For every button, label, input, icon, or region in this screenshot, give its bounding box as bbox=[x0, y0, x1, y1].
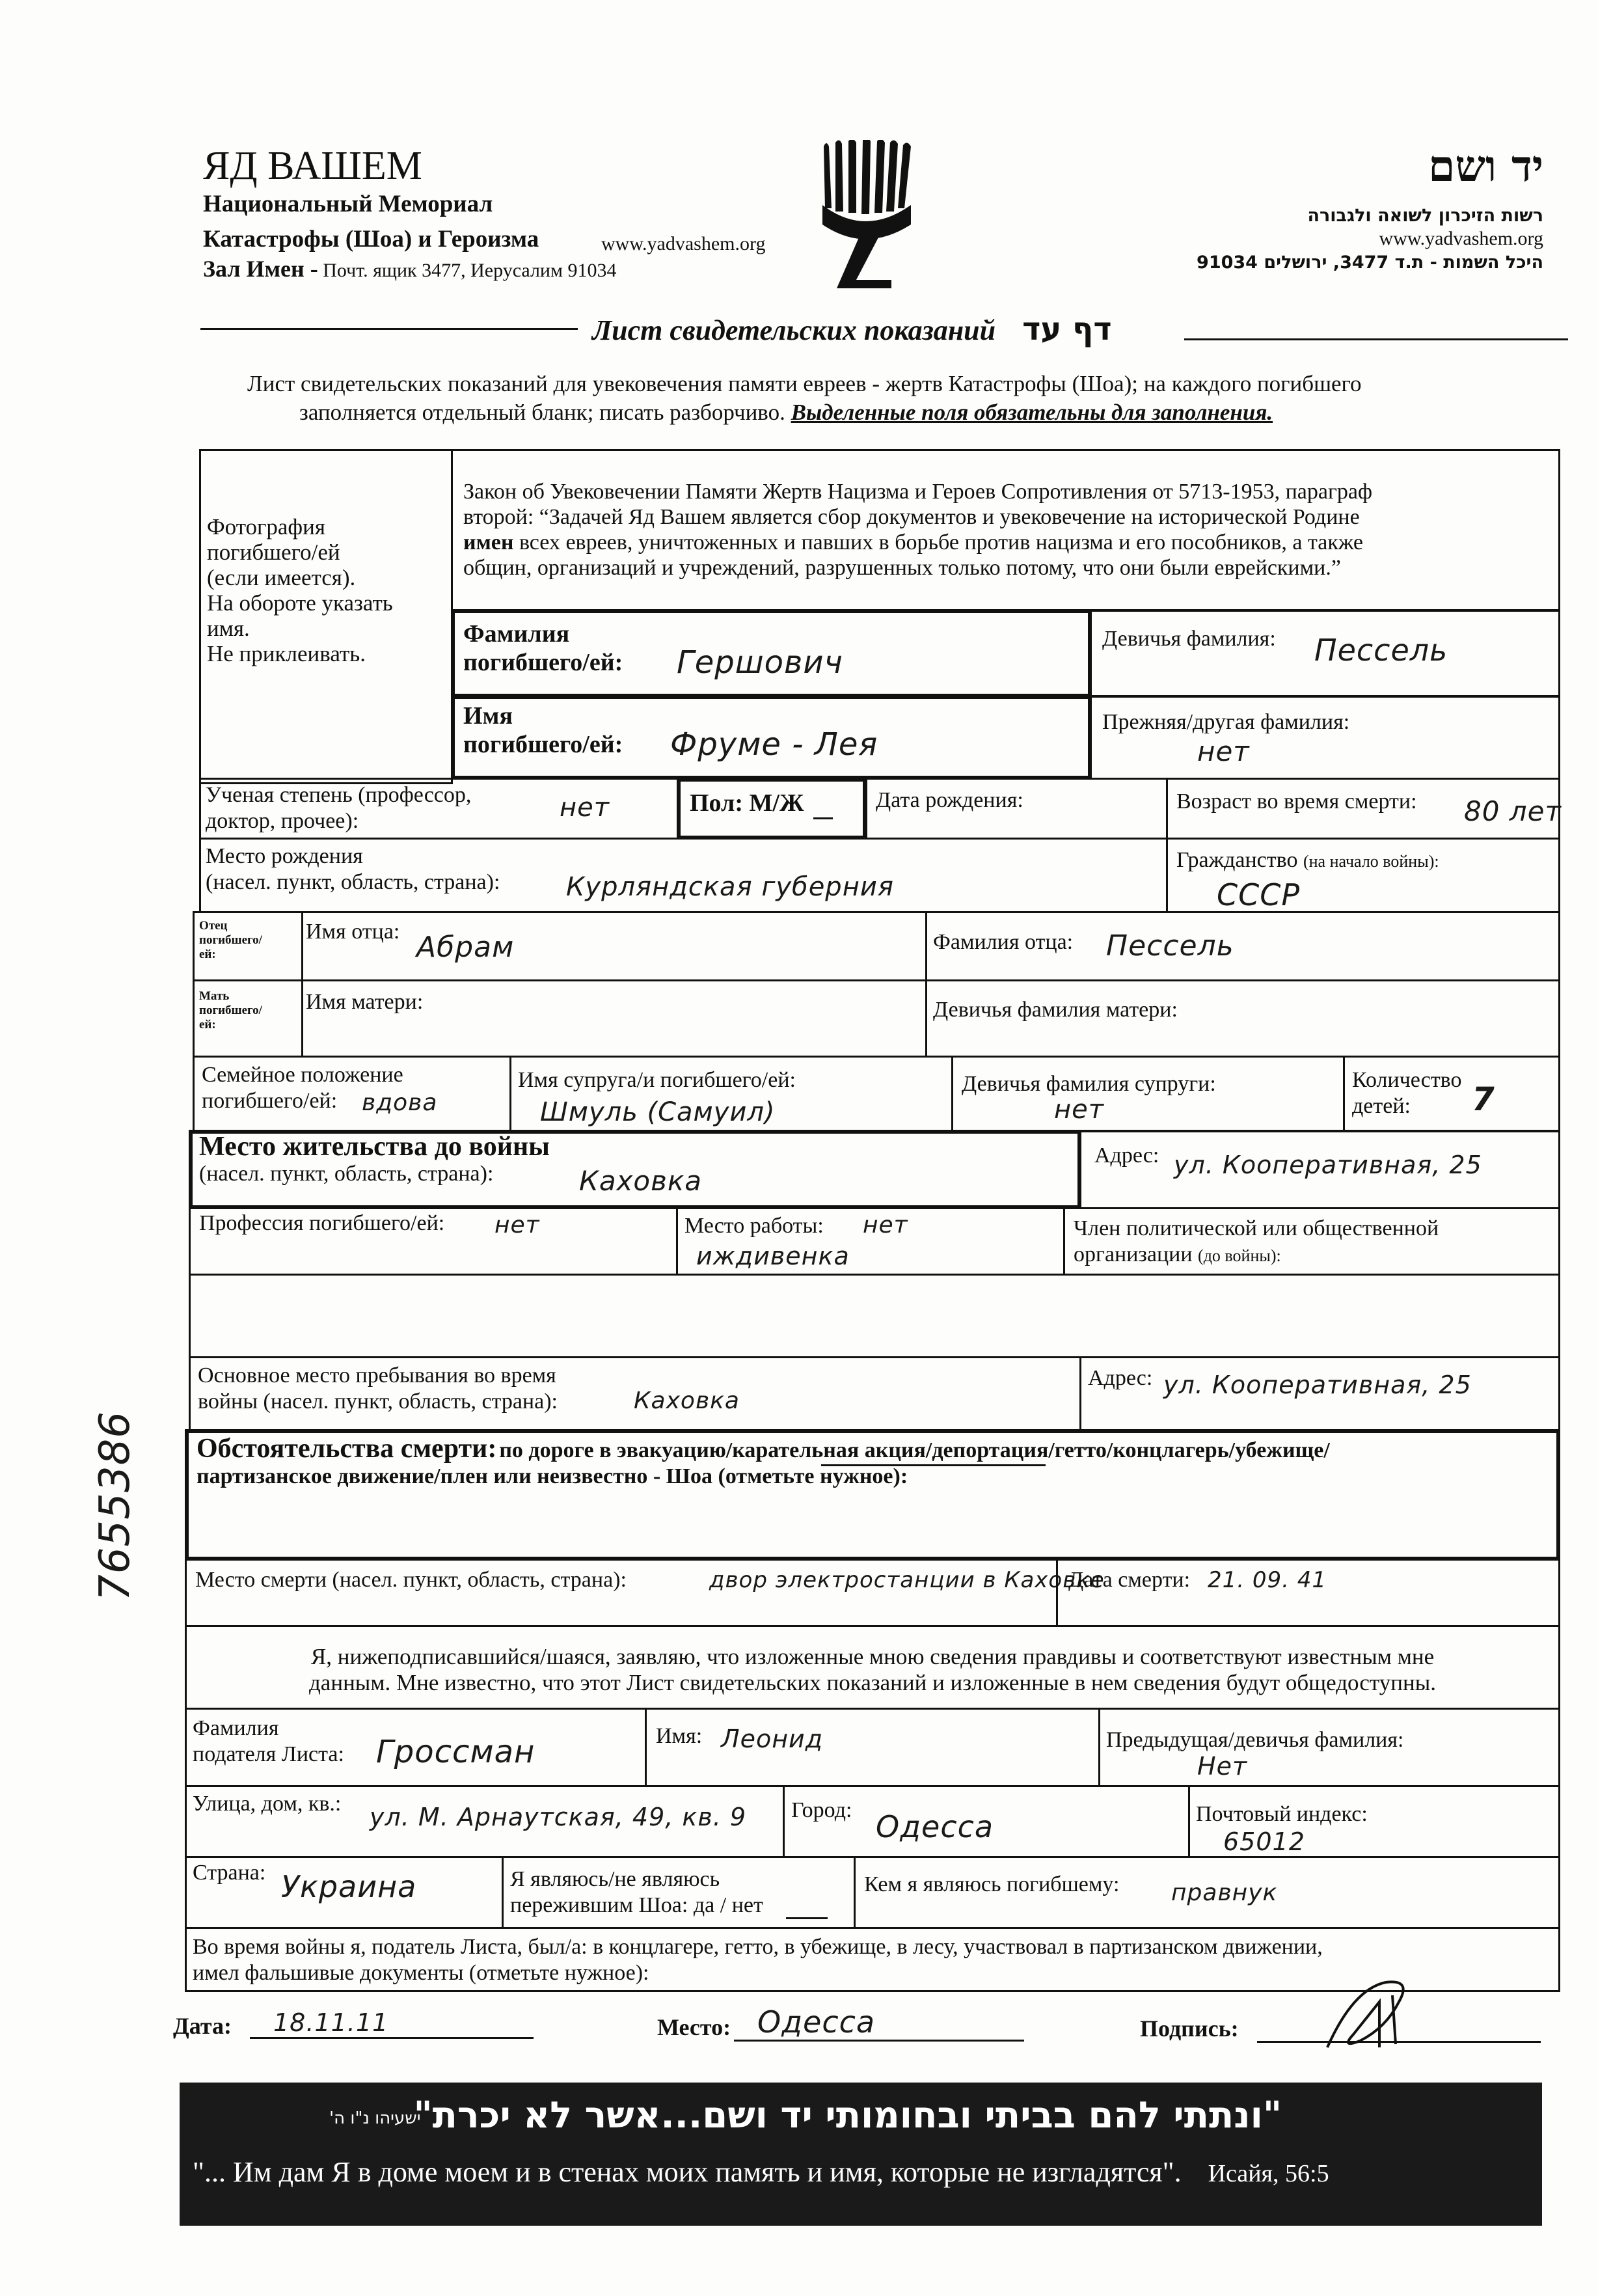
place-label: Место: bbox=[657, 2014, 731, 2040]
marital-value[interactable]: вдова bbox=[362, 1089, 438, 1116]
wartime-address-label: Адрес: bbox=[1088, 1366, 1153, 1390]
law-names: имен bbox=[463, 530, 514, 554]
submitter-surname-label2: подателя Листа: bbox=[193, 1742, 344, 1766]
victim-surname-value[interactable]: Гершович bbox=[677, 644, 843, 681]
member-label bbox=[1074, 1216, 1439, 1268]
yad-vashem-logo bbox=[820, 140, 917, 290]
hall-he: היכל השמות - ת.ד 3477, ירושלים 91034 bbox=[1197, 253, 1543, 273]
victim-maiden-value[interactable]: Пессель bbox=[1314, 633, 1448, 668]
place-value[interactable]: Одесса bbox=[757, 2004, 876, 2040]
country-label: Страна: bbox=[193, 1861, 266, 1885]
death-date-label: Дата смерти: bbox=[1068, 1568, 1191, 1592]
death-place-label: Место смерти (насел. пункт, область, страна): bbox=[195, 1568, 627, 1592]
father-side2: погибшего/ bbox=[199, 933, 262, 947]
relation-value[interactable]: правнук bbox=[1171, 1879, 1278, 1906]
spouse-label: Имя супруга/и погибшего/ей: bbox=[518, 1068, 796, 1092]
victim-name-label2: погибшего/ей: bbox=[463, 731, 623, 758]
father-side3: ей: bbox=[199, 948, 216, 961]
member-label1: Член политической или общественной bbox=[1074, 1216, 1439, 1240]
spouse-value[interactable]: Шмуль (Самуил) bbox=[540, 1097, 776, 1127]
city-label: Город: bbox=[791, 1798, 852, 1822]
work-label: Место работы: bbox=[684, 1214, 824, 1238]
age-value[interactable]: 80 лет bbox=[1464, 795, 1562, 827]
footer-hebrew-ref: ישעיהו נ"ו ה' bbox=[329, 2109, 421, 2128]
website-ru[interactable]: www.yadvashem.org bbox=[601, 233, 766, 254]
intro-mandatory: Выделенные поля обязательны для заполнения. bbox=[791, 400, 1273, 425]
signature-label: Подпись: bbox=[1140, 2016, 1239, 2042]
residence-label bbox=[199, 1132, 550, 1187]
wartime-label bbox=[198, 1363, 558, 1415]
org-line1-he: רשות הזיכרון לשואה ולגבורה bbox=[1307, 206, 1543, 226]
mother-maiden-label: Девичья фамилия матери: bbox=[933, 998, 1178, 1022]
birthplace-label1: Место рождения bbox=[206, 844, 363, 868]
victim-name-label bbox=[463, 702, 623, 759]
mother-side2: погибшего/ bbox=[199, 1004, 262, 1017]
country-value[interactable]: Украина bbox=[281, 1869, 417, 1904]
form-title bbox=[592, 311, 1112, 348]
father-side-label bbox=[199, 919, 262, 962]
work-value2[interactable]: иждивенка bbox=[696, 1242, 850, 1270]
photo-line3: (если имеется). bbox=[207, 565, 356, 590]
residence-value[interactable]: Каховка bbox=[579, 1165, 702, 1197]
law-line1: Закон об Увековечении Памяти Жертв Нацизма и Героев Сопротивления от 5713-1953, параграф bbox=[463, 480, 1373, 504]
birthplace-value[interactable]: Курляндская губерния bbox=[566, 872, 894, 902]
photo-line5: имя. bbox=[207, 616, 250, 641]
circumstances-options2[interactable]: партизанское движение/плен или неизвестно - Шоа (отметьте нужное): bbox=[196, 1464, 908, 1488]
footer-hebrew-quote: "ונתתי להם בביתי ובחומותי יד ושם...אשר לא יכרת" bbox=[413, 2094, 1282, 2137]
submitter-surname-label bbox=[193, 1715, 344, 1768]
children-label2: детей: bbox=[1352, 1094, 1411, 1118]
children-label bbox=[1352, 1067, 1462, 1119]
citizenship-note: (на начало войны): bbox=[1303, 852, 1439, 871]
submitter-name-value[interactable]: Леонид bbox=[721, 1725, 824, 1753]
member-label2-main: организации bbox=[1074, 1242, 1193, 1266]
submitter-name-cell[interactable] bbox=[645, 1708, 1100, 1787]
spouse-maiden-value[interactable]: нет bbox=[1054, 1095, 1105, 1125]
intro-line2: заполняется отдельный бланк; писать разборчиво. bbox=[299, 400, 785, 425]
submitter-surname-label1: Фамилия bbox=[193, 1716, 279, 1740]
zip-value[interactable]: 65012 bbox=[1223, 1827, 1305, 1856]
submitter-surname-value[interactable]: Гроссман bbox=[376, 1734, 535, 1770]
degree-value[interactable]: нет bbox=[560, 793, 610, 823]
blank-row[interactable] bbox=[189, 1274, 1560, 1358]
degree-label bbox=[206, 782, 471, 834]
form-title-he: דף עד bbox=[1022, 311, 1112, 348]
degree-label1: Ученая степень (профессор, bbox=[206, 783, 472, 807]
children-value[interactable]: 7 bbox=[1472, 1080, 1495, 1118]
circumstances-text bbox=[196, 1433, 1330, 1489]
survivor-selected-underline bbox=[786, 1917, 828, 1919]
member-note: (до войны): bbox=[1198, 1246, 1281, 1265]
wartime-value[interactable]: Каховка bbox=[634, 1387, 740, 1414]
org-title-ru: ЯД ВАШЕМ bbox=[203, 144, 422, 188]
declaration-text bbox=[193, 1644, 1552, 1696]
victim-prev-cell[interactable] bbox=[1090, 695, 1560, 780]
victim-surname-label bbox=[463, 620, 623, 677]
org-line2-ru: Катастрофы (Шоа) и Героизма bbox=[203, 226, 539, 253]
sex-selected-underline bbox=[813, 817, 833, 819]
residence-address-label: Адрес: bbox=[1094, 1143, 1159, 1168]
law-line3-rest: всех евреев, уничтоженных и павших в борьбе против нацизма и его пособников, а также bbox=[519, 530, 1363, 554]
marital-label2: погибшего/ей: bbox=[202, 1089, 338, 1113]
circumstances-options1[interactable]: по дороге в эвакуацию/карательная акция/депортация/гетто/концлагерь/убежище/ bbox=[499, 1438, 1330, 1462]
footer-banner bbox=[180, 2083, 1542, 2226]
photo-line6: Не приклеивать. bbox=[207, 641, 366, 666]
father-side1: Отец bbox=[199, 919, 228, 933]
photo-line1: Фотография bbox=[207, 514, 325, 540]
hall-line-ru bbox=[203, 255, 616, 282]
member-label2 bbox=[1074, 1242, 1439, 1268]
date-line bbox=[250, 2037, 534, 2039]
residence-address-value[interactable]: ул. Кооперативная, 25 bbox=[1174, 1151, 1482, 1179]
law-text bbox=[463, 479, 1372, 581]
birthplace-label bbox=[206, 843, 500, 895]
survivor-options[interactable]: да / нет bbox=[693, 1893, 763, 1917]
age-label: Возраст во время смерти: bbox=[1176, 789, 1417, 813]
zip-label: Почтовый индекс: bbox=[1196, 1802, 1368, 1826]
citizenship-value[interactable]: СССР bbox=[1217, 877, 1301, 912]
sex-label[interactable]: Пол: М/Ж bbox=[690, 789, 804, 817]
war-status-line2: имел фальшивые документы (отметьте нужное): bbox=[193, 1961, 649, 1985]
declaration-line2: данным. Мне известно, что этот Лист свидетельских показаний и изложенные в нем сведения будут общедоступны. bbox=[309, 1670, 1436, 1695]
signature-image[interactable] bbox=[1314, 1976, 1431, 2054]
survivor-label1: Я являюсь/не являюсь bbox=[510, 1867, 720, 1891]
intro-line1: Лист свидетельских показаний для увековечения памяти евреев - жертв Катастрофы (Шоа); на каждого погибшего bbox=[247, 371, 1362, 396]
victim-name-label1: Имя bbox=[463, 702, 513, 730]
circumstances-selected-underline bbox=[821, 1464, 1046, 1466]
dob-label: Дата рождения: bbox=[876, 788, 1023, 812]
victim-prev-label: Прежняя/другая фамилия: bbox=[1102, 710, 1350, 734]
date-value[interactable]: 18.11.11 bbox=[273, 2008, 389, 2037]
father-surname-label: Фамилия отца: bbox=[933, 930, 1074, 954]
org-line1-ru: Национальный Мемориал bbox=[203, 191, 493, 217]
victim-prev-value[interactable]: нет bbox=[1197, 735, 1250, 767]
survivor-label2: пережившим Шоа: bbox=[510, 1893, 688, 1917]
father-name-label: Имя отца: bbox=[306, 920, 400, 944]
children-label1: Количество bbox=[1352, 1068, 1462, 1092]
form-title-ru: Лист свидетельских показаний bbox=[592, 314, 996, 346]
wartime-label1: Основное место пребывания во время bbox=[198, 1363, 556, 1387]
org-title-he: יד ושם bbox=[1428, 141, 1543, 191]
wartime-label2: войны (насел. пункт, область, страна): bbox=[198, 1389, 558, 1414]
father-surname-value[interactable]: Пессель bbox=[1106, 929, 1234, 963]
circumstances-label: Обстоятельства смерти: bbox=[196, 1434, 497, 1464]
residence-label2: (насел. пункт, область, страна): bbox=[199, 1162, 494, 1186]
mother-side3: ей: bbox=[199, 1018, 216, 1032]
law-line4: общин, организаций и учреждений, разрушенных только потому, что они были еврейскими.” bbox=[463, 556, 1341, 580]
mother-side1: Мать bbox=[199, 989, 230, 1003]
street-value[interactable]: ул. М. Арнаутская, 49, кв. 9 bbox=[370, 1803, 747, 1831]
victim-surname-label1: Фамилия bbox=[463, 620, 570, 648]
survivor-label bbox=[510, 1866, 763, 1919]
mother-name-label: Имя матери: bbox=[306, 990, 424, 1014]
photo-line4: На обороте указать bbox=[207, 590, 393, 616]
victim-maiden-label: Девичья фамилия: bbox=[1102, 627, 1276, 651]
declaration-line1: Я, нижеподписавшийся/шаяся, заявляю, что изложенные мною сведения правдивы и соответствуют известным мне bbox=[310, 1644, 1435, 1669]
photo-instructions bbox=[207, 514, 393, 666]
death-place-value[interactable]: двор электростанции в Каховке bbox=[709, 1567, 1105, 1593]
website-he[interactable]: www.yadvashem.org bbox=[1379, 228, 1543, 249]
law-line3 bbox=[463, 530, 1372, 555]
mother-side-label bbox=[199, 989, 262, 1032]
footer-russian-quote: "... Им дам Я в доме моем и в стенах моих память и имя, которые не изгладятся". bbox=[193, 2156, 1182, 2188]
work-value1[interactable]: нет bbox=[863, 1212, 908, 1238]
photo-line2: погибшего/ей bbox=[207, 540, 340, 565]
date-label: Дата: bbox=[173, 2013, 232, 2039]
submitter-name-label: Имя: bbox=[656, 1724, 703, 1748]
intro-line2-wrap bbox=[299, 400, 1273, 426]
title-rule-left bbox=[200, 328, 578, 330]
hall-address: Почт. ящик 3477, Иерусалим 91034 bbox=[323, 260, 617, 281]
citizenship-label bbox=[1176, 847, 1439, 873]
footer-russian-ref: Исайя, 56:5 bbox=[1208, 2160, 1329, 2187]
degree-label2: доктор, прочее): bbox=[206, 809, 359, 833]
birthplace-label2: (насел. пункт, область, страна): bbox=[206, 870, 500, 894]
profession-value[interactable]: нет bbox=[494, 1212, 540, 1238]
profession-label: Профессия погибшего/ей: bbox=[199, 1211, 445, 1235]
death-date-value[interactable]: 21. 09. 41 bbox=[1208, 1567, 1327, 1593]
survivor-label2-wrap bbox=[510, 1893, 763, 1919]
war-status-text bbox=[193, 1934, 1323, 1986]
submitter-prev-label: Предыдущая/девичья фамилия: bbox=[1106, 1728, 1404, 1752]
law-line2: второй: “Задачей Яд Вашем является сбор документов и увековечение на исторической Родине bbox=[463, 505, 1360, 529]
marital-label1: Семейное положение bbox=[202, 1063, 403, 1087]
place-line bbox=[734, 2040, 1024, 2042]
war-status-line1[interactable]: Во время войны я, податель Листа, был/а: в концлагере, гетто, в убежище, в лесу, участвовал в партизанском движении, bbox=[193, 1935, 1323, 1959]
victim-name-value[interactable]: Фруме - Лея bbox=[670, 726, 878, 763]
wartime-address-value[interactable]: ул. Кооперативная, 25 bbox=[1163, 1371, 1472, 1399]
victim-surname-label2: погибшего/ей: bbox=[463, 649, 623, 676]
title-rule-right bbox=[1184, 338, 1568, 340]
margin-number: 7655386 bbox=[91, 1410, 139, 1601]
submitter-prev-value[interactable]: Нет bbox=[1197, 1752, 1248, 1781]
father-name-value[interactable]: Абрам bbox=[416, 931, 515, 964]
spouse-maiden-label: Девичья фамилия супруги: bbox=[962, 1072, 1216, 1096]
street-label: Улица, дом, кв.: bbox=[193, 1792, 342, 1816]
footer-hebrew bbox=[413, 2094, 1282, 2137]
city-value[interactable]: Одесса bbox=[876, 1809, 994, 1844]
relation-label: Кем я являюсь погибшему: bbox=[864, 1872, 1120, 1896]
citizenship-label-main: Гражданство bbox=[1176, 848, 1298, 872]
footer-russian bbox=[193, 2155, 1329, 2189]
hall-label: Зал Имен - bbox=[203, 256, 318, 282]
residence-label1: Место жительства до войны bbox=[199, 1132, 550, 1162]
